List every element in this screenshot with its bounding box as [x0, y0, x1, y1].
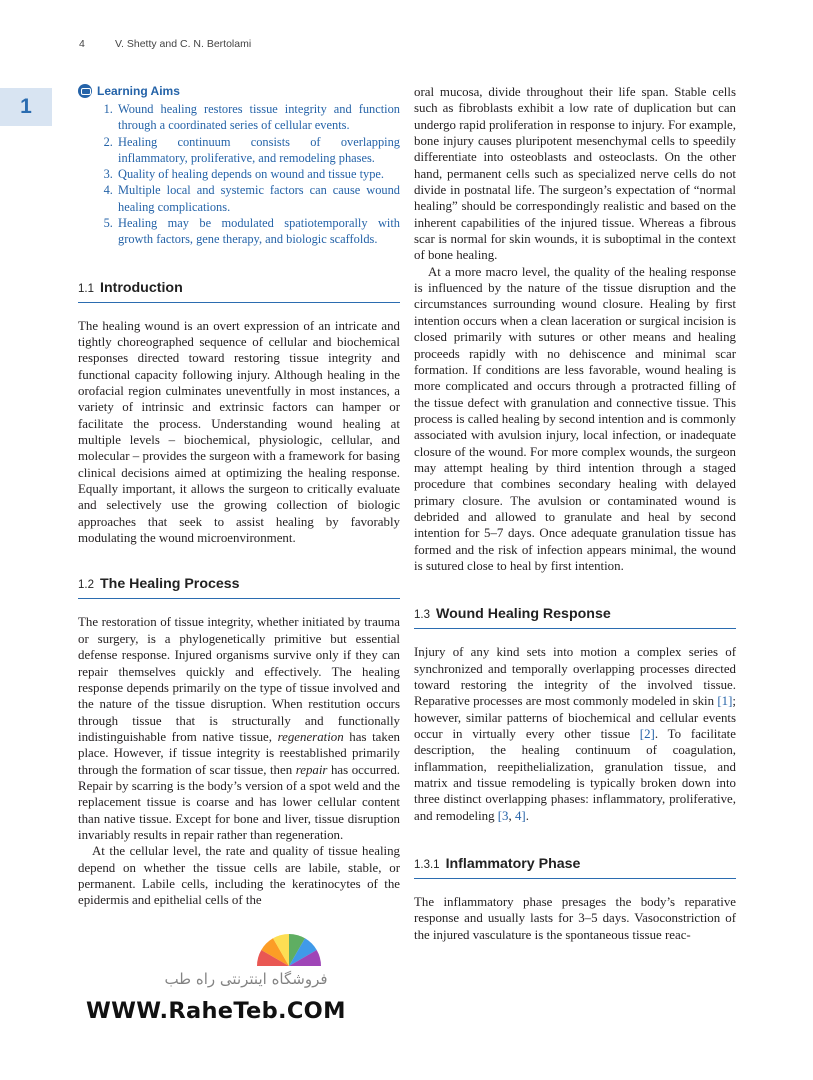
section-number: 1.1 — [78, 282, 94, 295]
section-title: The Healing Process — [100, 576, 240, 593]
watermark — [86, 918, 406, 1028]
running-header — [79, 38, 251, 50]
citation-link[interactable]: 4] — [514, 808, 526, 823]
paragraph: oral mucosa, divide throughout their life span. Stable cells such as fibroblasts exhibit a low rate of duplication but can undergo rapid proliferation in response to injury. For example, bone injury causes pluripotent mesenchymal cells to speedily differentiate into osteoblasts and osteoclasts. On the other hand, permanent cells such as specialized nerve cells do not divide in postnatal life. The surgeon’s expectation of “normal healing” should be correspondingly realistic and based on the inherent capabilities of the injured tissue. Whereas a fibrous scar is normal for skin wounds, it is suboptimal in the context of bone healing. — [414, 85, 736, 263]
citation-link[interactable]: [3 — [497, 808, 509, 823]
watermark-url: WWW.RaheTeb.COM — [86, 998, 346, 1024]
section-heading — [414, 606, 736, 629]
paragraph: At the cellular level, the rate and quality of tissue healing depend on whether the tissue cells are labile, stable, or permanent. Labile cells, including the keratinocytes of the epidermis and epithelial cells of the — [78, 844, 400, 908]
section-inflammatory-phase — [414, 856, 736, 943]
text-run: . To facilitate description, the healing continuum of coagulation, inflammation, reepithelialization, granulation tissue, and matrix and tissue remodeling is typically broken down into three distinct overlapping phases: inflammatory, proliferative, and remodeling — [414, 727, 736, 823]
right-column — [414, 84, 736, 943]
learning-aim-item: 5. Healing may be modulated spatiotemporally with growth factors, gene therapy, and biologic scaffolds. — [116, 215, 400, 248]
learning-aim-item: 4. Multiple local and systemic factors can cause wound healing complications. — [116, 182, 400, 215]
learning-aim-item: 2. Healing continuum consists of overlapping inflammatory, proliferative, and remodeling phases. — [116, 134, 400, 167]
learning-aims-list — [78, 101, 400, 248]
citation-link[interactable]: [2] — [639, 727, 655, 742]
paragraph: The healing wound is an overt expression of an intricate and tightly choreographed sequence of cellular and biochemical responses directed toward restoring tissue integrity and functional capacity following injury. Although healing in the orofacial region culminates uneventfully in most instances, a variety of intrinsic and extrinsic factors can hamper or facilitate the process. Understanding wound healing at multiple levels – biochemical, physiologic, cellular, and molecular – provides the surgeon with a framework for basing clinical decisions aimed at optimizing the healing response. Equally important, it allows the surgeon to critically evaluate and selectively use the growing collection of biologic approaches that seek to assist healing by favorably modulating the wound microenvironment. — [78, 318, 400, 546]
learning-aim-item: 3. Quality of healing depends on wound and tissue type. — [116, 166, 400, 182]
section-number: 1.2 — [78, 579, 94, 592]
emphasis-term: regeneration — [277, 729, 344, 744]
section-healing-process — [78, 576, 400, 908]
learning-aims-box — [78, 84, 400, 248]
section-title: Wound Healing Response — [436, 606, 611, 623]
section-heading — [78, 280, 400, 303]
text-run: ; however, similar patterns of biochemical and cellular events occur in virtually every other tissue — [414, 694, 736, 742]
section-number: 1.3.1 — [414, 859, 440, 872]
citation-link[interactable]: [1] — [717, 694, 733, 709]
watermark-persian-text: فروشگاه اینترنتی راه طب — [164, 970, 328, 988]
section-heading — [78, 576, 400, 599]
paragraph: The inflammatory phase presages the body’s reparative response and usually lasts for 3–5 days. Vasoconstriction of the injured vasculature is the spontaneous tissue reac- — [414, 895, 736, 942]
emphasis-term: repair — [295, 762, 328, 777]
learning-aim-item: 1. Wound healing restores tissue integrity and function through a coordinated series of cellular events. — [116, 101, 400, 134]
paragraph — [78, 614, 400, 843]
learning-aims-heading — [78, 84, 400, 98]
learning-aims-title: Learning Aims — [97, 84, 180, 98]
book-fan-logo-icon — [254, 918, 324, 970]
chapter-tab: 1 — [0, 88, 52, 126]
paragraph — [414, 644, 736, 824]
left-column — [78, 84, 400, 909]
text-run: Injury of any kind sets into motion a complex series of synchronized and temporally overlapping processes directed toward restoring the integrity of the involved tissue. Reparative processes are most commonly modeled in skin — [414, 645, 736, 709]
text-run: , — [508, 808, 515, 823]
section-title: Inflammatory Phase — [445, 856, 581, 873]
paragraph: At a more macro level, the quality of the healing response is influenced by the nature of the tissue disruption and the circumstances surrounding wound closure. Healing by first intention occurs when a clean laceration or surgical incision is closed primarily with sutures or other means and healing proceeds rapidly with no dehiscence and minimal scar formation. If conditions are less favorable, wound healing is more complicated and occurs through a protracted filling of the tissue defect with granulation and connective tissue. This process is called healing by second intention and is commonly associated with avulsion injury, local infection, or inadequate closure of the wound. For more complex wounds, the surgeon may attempt healing by third intention through a staged procedure that combines secondary healing with delayed primary closure. The avulsion or contaminated wound is debrided and allowed to granulate and heal by second intention for 5–7 days. Once adequate granulation tissue has formed and the risk of infection appears minimal, the wound is sutured close to heal by first intention. — [414, 264, 736, 573]
running-header-authors: V. Shetty and C. N. Bertolami — [115, 38, 252, 50]
page-number: 4 — [79, 38, 85, 50]
text-run: has occurred. Repair by scarring is the body’s version of a spot weld and the replacement tissue is coarse and has lower cellular content than native tissue. Except for bone and liver, tissue disruption invariably results in repair rather than regeneration. — [78, 762, 400, 842]
text-run: has taken place. However, if tissue integrity is reestablished primarily through the formation of scar tissue, then — [78, 729, 400, 777]
section-introduction — [78, 280, 400, 547]
section-number: 1.3 — [414, 609, 430, 622]
text-run: . — [525, 808, 529, 823]
text-run: The restoration of tissue integrity, whether initiated by trauma or surgery, is a phylogenetically primitive but essential defense response. Injured organisms survive only if they can repair themselves quickly and effectively. The healing response depends primarily on the type of tissue involved and the nature of the tissue disruption. When restitution occurs through tissue that is structurally and functionally indistinguishable from native tissue, — [78, 615, 400, 744]
section-heading — [414, 856, 736, 879]
section-title: Introduction — [100, 279, 183, 296]
graduation-cap-icon — [78, 84, 92, 98]
section-wound-healing-response — [414, 606, 736, 824]
